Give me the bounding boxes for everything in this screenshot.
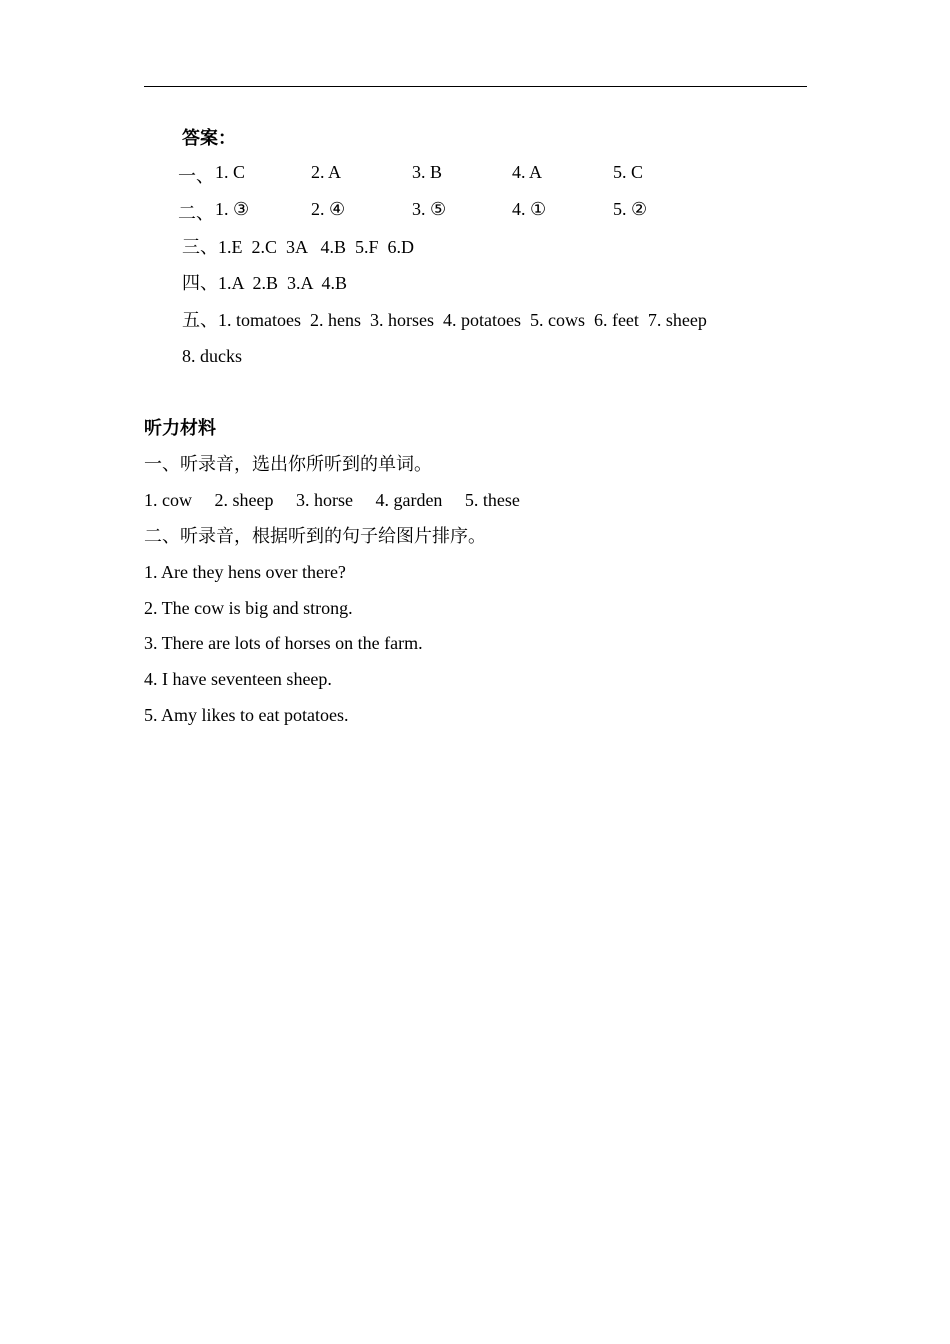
answer-row-2-item-3: 3. ⑤ <box>412 199 447 219</box>
answer-row-1-item-2: 2. A <box>311 162 342 182</box>
header-rule <box>144 86 807 87</box>
answer-row-1-prefix: 一、 <box>178 166 214 186</box>
sentence-item-3: 3. There are lots of horses on the farm. <box>144 633 423 653</box>
sentence-item-2: 2. The cow is big and strong. <box>144 598 353 618</box>
answer-row-1-item-4: 4. A <box>512 162 543 182</box>
answer-row-6: 8. ducks <box>182 346 242 366</box>
sentence-item-1: 1. Are they hens over there? <box>144 562 346 582</box>
answers-heading: 答案： <box>182 128 236 148</box>
answer-row-1-item-5: 5. C <box>613 162 644 182</box>
answer-row-1-item-1: 1. C <box>215 162 246 182</box>
answer-row-2-item-1: 1. ③ <box>215 199 250 219</box>
answer-row-3: 三、1.E 2.C 3A 4.B 5.F 6.D <box>182 237 415 257</box>
listening-section-1-title: 一、听录音，选出你所听到的单词。 <box>144 454 432 474</box>
answer-row-2-item-4: 4. ① <box>512 199 547 219</box>
listening-section-2-title: 二、听录音，根据听到的句子给图片排序。 <box>144 526 486 546</box>
sentence-item-4: 4. I have seventeen sheep. <box>144 669 332 689</box>
listening-heading: 听力材料 <box>144 418 216 438</box>
answer-row-4: 四、1.A 2.B 3.A 4.B <box>182 273 348 293</box>
answer-row-2-item-2: 2. ④ <box>311 199 346 219</box>
listening-section-1-words: 1. cow 2. sheep 3. horse 4. garden 5. these <box>144 490 520 510</box>
sentence-item-5: 5. Amy likes to eat potatoes. <box>144 705 349 725</box>
answer-row-2-prefix: 二、 <box>178 203 214 223</box>
answer-row-1-item-3: 3. B <box>412 162 443 182</box>
answer-row-2-item-5: 5. ② <box>613 199 648 219</box>
answer-row-5: 五、1. tomatoes 2. hens 3. horses 4. potatoes 5. cows 6. feet 7. sheep <box>182 310 707 330</box>
